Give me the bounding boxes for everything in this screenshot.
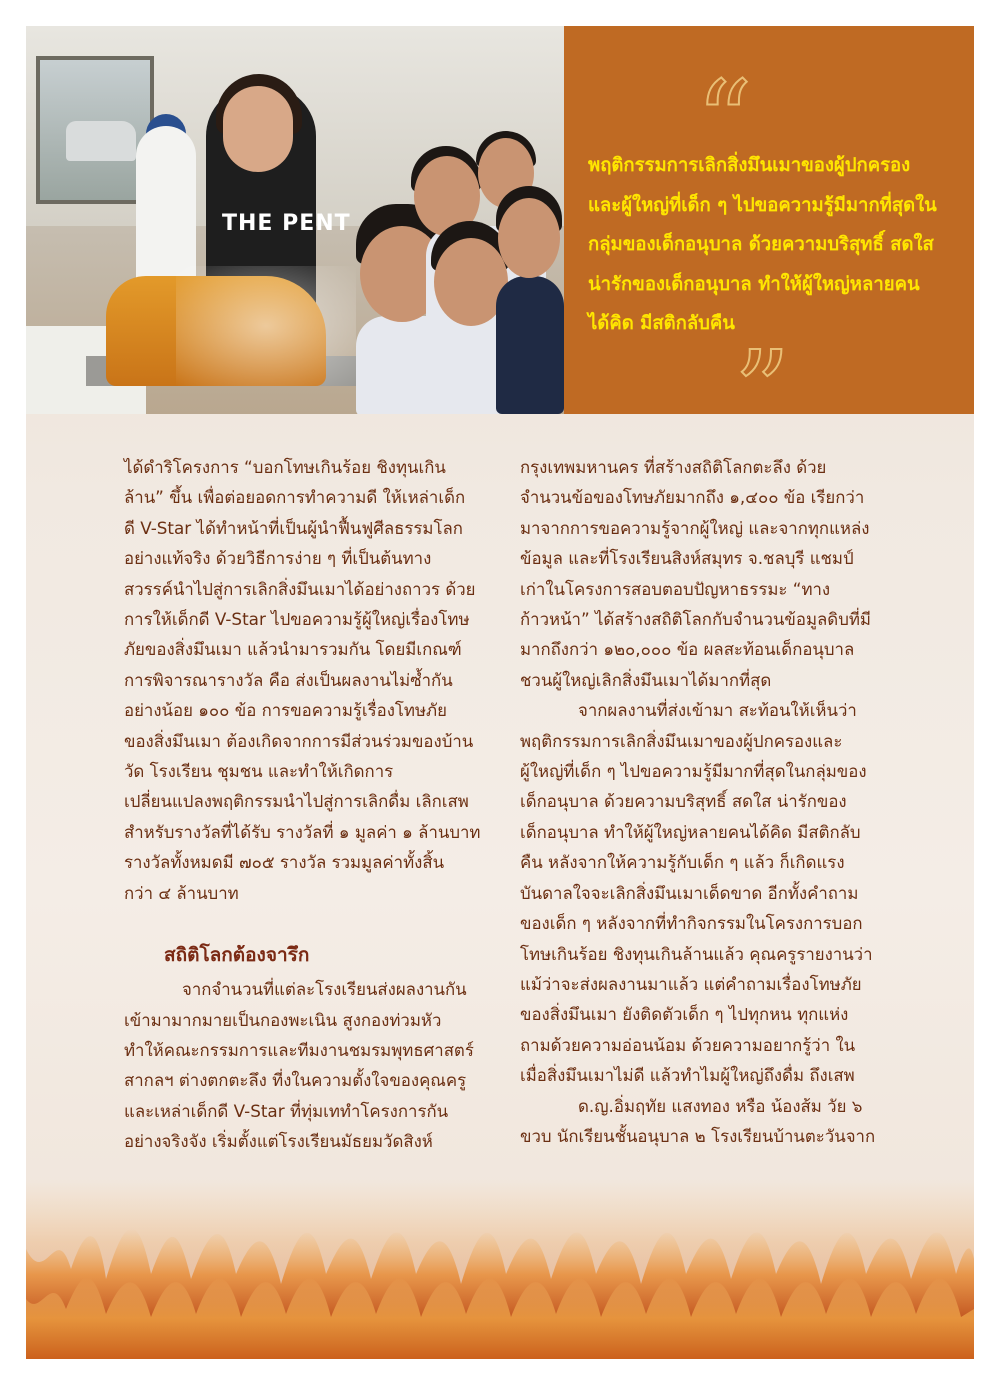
photo-kid-5-body [496, 276, 564, 414]
body-line: เด็กอนุบาล ด้วยความบริสุทธิ์ สดใส น่ารักของ [520, 791, 847, 812]
pull-quote-line: น่ารักของเด็กอนุบาล ทำให้ผู้ใหญ่หลายคน [588, 273, 920, 295]
photo-kid-5-face [498, 198, 560, 278]
body-line: ทำให้คณะกรรมการและทีมงานชมรมพุทธศาสตร์ [124, 1039, 474, 1060]
body-line: แม้ว่าจะส่งผลงานมาแล้ว แต่คำถามเรื่องโทษภัย [520, 973, 862, 994]
body-line: มากถึงกว่า ๑๒๐,๐๐๐ ข้อ ผลสะท้อนเด็กอนุบาล [520, 639, 855, 660]
body-line: สากลฯ ต่างตกตะลึง ที่งในความตั้งใจของคุณครู [124, 1070, 467, 1091]
body-line: สวรรค์นำไปสู่การเลิกสิ่งมึนเมาได้อย่างถาวร ด้วย [124, 578, 476, 599]
pull-quote [564, 26, 974, 455]
body-line: ภัยของสิ่งมึนเมา แล้วนำมารวมกัน โดยมีเกณฑ์ [124, 639, 462, 660]
body-line: ล้าน” ขึ้น เพื่อต่อยอดการทำความดี ให้เหล่าเด็ก [124, 487, 466, 508]
body-line: กว่า ๔ ล้านบาท [124, 882, 239, 903]
photo-glare [176, 266, 356, 386]
body-line: เมื่อสิ่งมึนเมาไม่ดี แล้วทำไมผู้ใหญ่ถึงดื่ม ถึงเสพ [520, 1065, 855, 1086]
body-line: พฤติกรรมการเลิกสิ่งมึนเมาของผู้ปกครองและ [520, 730, 843, 751]
body-line: รางวัลทั้งหมดมี ๗๐๕ รางวัล รวมมูลค่าทั้งสิ้น [124, 852, 445, 873]
pull-quote-line: พฤติกรรมการเลิกสิ่งมึนเมาของผู้ปกครอง [588, 155, 911, 176]
body-line: เข้ามามากมายเป็นกองพะเนิน สูงกองท่วมหัว [124, 1009, 442, 1030]
open-quote-icon: “ [696, 57, 753, 185]
body-line: ด.ญ.อิ่มฤทัย แสงทอง หรือ น้องส้ม วัย ๖ [578, 1095, 863, 1116]
kids-photo [26, 26, 564, 414]
pull-quote-line: ได้คิด มีสติกลับคืน [588, 313, 735, 334]
body-line: การให้เด็กดี V-Star ไปขอความรู้ผู้ใหญ่เรื่องโทษ [124, 609, 470, 630]
body-line: ข้อมูล และที่โรงเรียนสิงห์สมุทร จ.ชลบุรี แชมป์ [520, 548, 854, 569]
body-line: ชวนผู้ใหญ่เลิกสิ่งมึนเมาได้มากที่สุด [520, 669, 772, 690]
body-line: ของสิ่งมึนเมา ยังติดตัวเด็ก ๆ ไปทุกหน ทุกแห่ง [520, 1004, 849, 1025]
body-line: ของสิ่งมึนเมา ต้องเกิดจากการมีส่วนร่วมของบ้าน [124, 730, 474, 751]
body-line: จำนวนข้อของโทษภัยมากถึง ๑,๔๐๐ ข้อ เรียกว่า [520, 487, 865, 508]
magazine-page [26, 26, 974, 1359]
body-line: เปลี่ยนแปลงพฤติกรรมนำไปสู่การเลิกดื่ม เลิกเสพ [124, 791, 469, 812]
body-line: คืน หลังจากให้ความรู้กับเด็ก ๆ แล้ว ก็เกิดแรง [520, 852, 845, 873]
body-line: ขวบ นักเรียนชั้นอนุบาล ๒ โรงเรียนบ้านตะวันจาก [520, 1125, 876, 1146]
body-line: มาจากการขอความรู้จากผู้ใหญ่ และจากทุกแหล่ง [520, 517, 870, 538]
body-line: โทษเกินร้อย ชิงทุนเกินล้านแล้ว คุณครูรายงานว่า [520, 943, 873, 964]
body-line: ก้าวหน้า” ได้สร้างสถิติโลกกับจำนวนข้อมูลดิบที่มี [520, 609, 871, 630]
heading-spacer [124, 908, 519, 928]
body-line: จากจำนวนที่แต่ละโรงเรียนส่งผลงานกัน [182, 979, 467, 1000]
body-line: ถามด้วยความอ่อนน้อม ด้วยความอยากรู้ว่า ใน [520, 1034, 856, 1055]
right-column [520, 452, 912, 1151]
body-line: ได้ดำริโครงการ “บอกโทษเกินร้อย ชิงทุนเกิน [124, 457, 446, 477]
body-line: บันดาลใจจะเลิกสิ่งมึนเมาเด็ดขาด อีกทั้งคำถาม [520, 882, 859, 903]
photo-cook [136, 126, 196, 286]
body-line: วัด โรงเรียน ชุมชน และทำให้เกิดการ [124, 761, 394, 782]
body-line: ของเด็ก ๆ หลังจากที่ทำกิจกรรมในโครงการบอก [520, 913, 863, 934]
pull-quote-text [588, 146, 960, 344]
body-line: การพิจารณารางวัล คือ ส่งเป็นผลงานไม่ซ้ำกัน [124, 669, 453, 690]
body-line: เก่าในโครงการสอบตอบปัญหาธรรมะ “ทาง [520, 578, 831, 599]
body-line: ดี V-Star ได้ทำหน้าที่เป็นผู้นำฟื้นฟูศีลธรรมโลก [124, 517, 463, 538]
left-column [124, 452, 519, 1157]
photo-woman-face [223, 86, 293, 172]
body-line: อย่างแท้จริง ด้วยวิธีการง่าย ๆ ที่เป็นต้นทาง [124, 548, 432, 569]
pull-quote-line: และผู้ใหญ่ที่เด็ก ๆ ไปขอความรู้มีมากที่สุดใน [588, 194, 937, 216]
photo-car [66, 121, 136, 161]
body-line: อย่างน้อย ๑๐๐ ข้อ การขอความรู้เรื่องโทษภัย [124, 700, 447, 721]
body-line: อย่างจริงจัง เริ่มตั้งแต่โรงเรียนมัธยมวัดสิงห์ [124, 1131, 433, 1152]
pull-quote-line: กลุ่มของเด็กอนุบาล ด้วยความบริสุทธิ์ สดใส [588, 234, 934, 255]
body-line: เด็กอนุบาล ทำให้ผู้ใหญ่หลายคนได้คิด มีสติกลับ [520, 821, 861, 842]
body-line: จากผลงานที่ส่งเข้ามา สะท้อนให้เห็นว่า [578, 700, 857, 721]
photo-shirt-text: THE PENT [222, 211, 351, 236]
flame-icon [26, 1179, 974, 1359]
body-line: และเหล่าเด็กดี V-Star ที่ทุ่มเททำโครงการกัน [124, 1100, 449, 1121]
body-line: สำหรับรางวัลที่ได้รับ รางวัลที่ ๑ มูลค่า ๑ ล้านบาท [124, 821, 481, 842]
section-heading: สถิติโลกต้องจารึก [164, 944, 310, 967]
body-line: ผู้ใหญ่ที่เด็ก ๆ ไปขอความรู้มีมากที่สุดในกลุ่มของ [520, 761, 867, 782]
body-line: กรุงเทพมหานคร ที่สร้างสถิติโลกตะลึง ด้วย [520, 457, 827, 477]
close-quote-icon: ” [734, 327, 791, 455]
